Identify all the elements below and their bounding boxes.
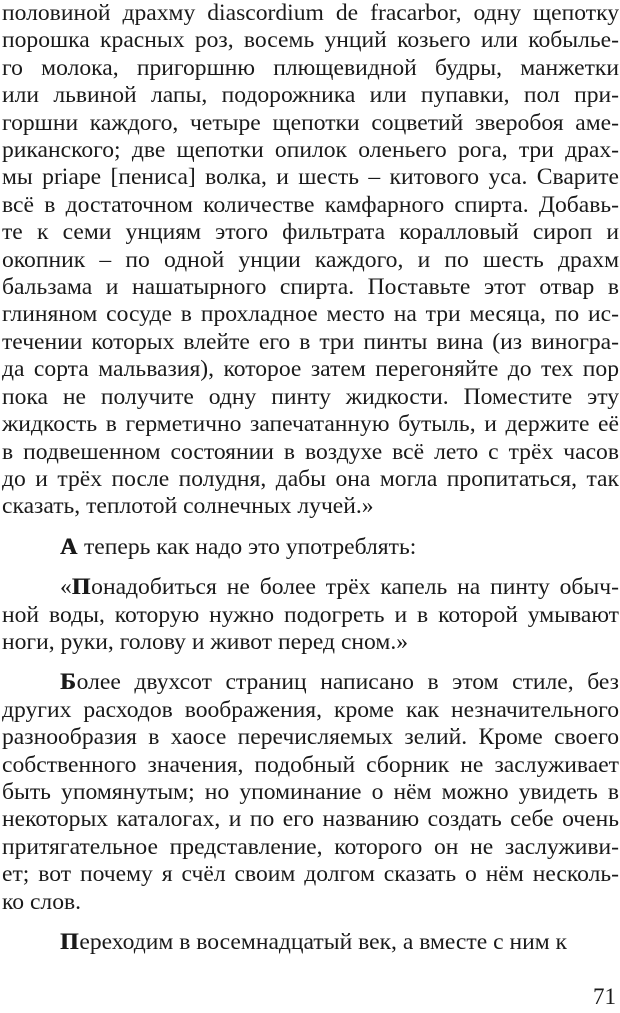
text-line: всё в достаточном количестве камфарного спирта. Добавь- <box>2 191 619 218</box>
text-line <box>2 574 619 601</box>
paragraph-p1 <box>2 0 619 521</box>
page-number: 71 <box>593 984 616 1009</box>
line-text: онадобиться не более трёх капель на пинту обыч- <box>91 574 619 601</box>
text-line: те к семи унциям этого фильтрата коралловый сироп и <box>2 219 619 246</box>
text-line: горшни каждого, четыре щепотки соцветий зверобоя аме- <box>2 109 619 136</box>
text-line <box>2 669 619 696</box>
quote-mark: « <box>60 574 72 601</box>
text-line: в подвешенном состоянии в воздухе всё лето с трёх часов <box>2 438 619 465</box>
decorative-initial: П <box>60 929 80 955</box>
line-text: теперь как надо это употреблять: <box>78 533 417 560</box>
text-line: разнообразия в хаосе перечисляемых зелий. Кроме своего <box>2 724 619 751</box>
text-line: или львиной лапы, подорожника или пупавки, пол при- <box>2 82 619 109</box>
text-line: течении которых влейте его в три пинты вина (из виногра- <box>2 328 619 355</box>
text-line: некоторых каталогах, и по его названию создать себе очень <box>2 806 619 833</box>
text-line: риканского; две щепотки опилок оленьего рога, три драх- <box>2 137 619 164</box>
paragraph-p2 <box>2 534 619 561</box>
decorative-initial: А <box>60 533 79 560</box>
text-line <box>2 534 619 561</box>
text-line: окопник – по одной унции каждого, и по шесть драхм <box>2 246 619 273</box>
line-text: олее двухсот страниц написано в этом стиле, без <box>76 669 619 696</box>
text-line: жидкость в герметично запечатанную бутыль, и держите её <box>2 411 619 438</box>
paragraph-p5 <box>2 929 619 956</box>
text-line: глиняном сосуде в прохладное место на три месяца, по ис- <box>2 301 619 328</box>
text-line: да сорта мальвазия), которое затем перегоняйте до тех пор <box>2 356 619 383</box>
text-line: мы priape [пениса] волка, и шесть – китового уса. Сварите <box>2 164 619 191</box>
text-line: половиной драхму diascordium de fracarbor, одну щепотку <box>2 0 619 26</box>
text-line: ноги, руки, голову и живот перед сном.» <box>2 628 409 655</box>
text-line: притягательное представление, которого он не заслуживи- <box>2 833 619 860</box>
page-text-body <box>2 0 619 956</box>
line-text: ереходим в восемнадцатый век, а вместе с ним к <box>79 929 568 955</box>
paragraph-gap <box>2 656 619 669</box>
text-line: порошка красных роз, восемь унций козьего или кобылье- <box>2 27 619 54</box>
text-line: быть упомянутым; но упоминание о нём можно увидеть в <box>2 778 619 805</box>
text-line: сказать, теплотой солнечных лучей.» <box>2 493 374 520</box>
paragraph-gap <box>2 521 619 534</box>
text-line: пока не получите одну пинту жидкости. Поместите эту <box>2 383 619 410</box>
paragraph-gap <box>2 916 619 929</box>
text-line: го молока, пригоршню плющевидной будры, манжетки <box>2 54 619 81</box>
text-line: до и трёх после полудня, дабы она могла пропитаться, так <box>2 465 619 492</box>
text-line: собственного значения, подобный сборник не заслуживает <box>2 751 619 778</box>
text-line: других расходов воображения, кроме как незначительного <box>2 696 619 723</box>
paragraph-p4 <box>2 669 619 916</box>
paragraph-gap <box>2 561 619 574</box>
text-line: бальзама и нашатырного спирта. Поставьте этот отвар в <box>2 274 619 301</box>
decorative-initial: Б <box>60 669 77 696</box>
text-line <box>2 929 619 956</box>
text-line: ко слов. <box>2 888 82 915</box>
text-line: ет; вот почему я счёл своим долгом сказать о нём несколь- <box>2 861 619 888</box>
paragraph-p3 <box>2 574 619 656</box>
text-line: ной воды, которую нужно подогреть и в которой умывают <box>2 601 619 628</box>
decorative-initial: П <box>71 574 92 601</box>
